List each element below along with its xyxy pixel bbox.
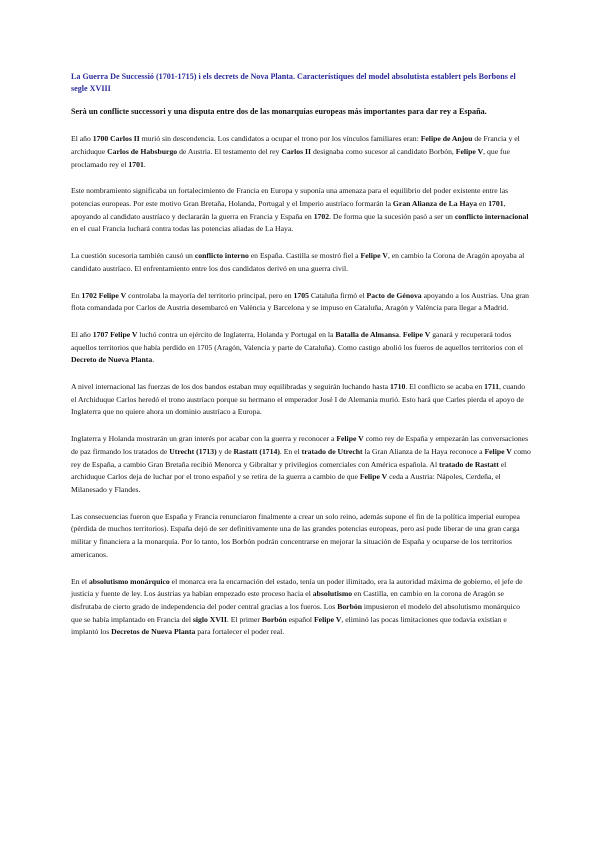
paragraph — [71, 511, 531, 562]
text-run: la Gran Alianza de la Haya reconoce a — [362, 446, 485, 456]
text-run: luchó contra un ejército de Inglaterra, Holanda y Portugal en la — [137, 329, 336, 339]
paragraph — [71, 250, 531, 275]
bold-text: Rastatt (1714) — [233, 446, 280, 456]
paragraph — [71, 133, 531, 171]
bold-text: Borbón — [337, 601, 362, 611]
text-run: impusieron el modelo del absolutismo monárquico que se había implantado en Francia del — [71, 601, 520, 624]
bold-text: Utrecht (1713) — [169, 446, 217, 456]
bold-text: Felipe V — [98, 290, 127, 300]
text-run: . El conflicto se acaba en — [405, 382, 485, 392]
text-run: controlaba la mayoría del territorio principal, pero en — [126, 290, 294, 300]
bold-text: 1700 — [92, 134, 109, 144]
bold-text: Carlos II — [110, 134, 140, 144]
document-title: La Guerra De Successió (1701-1715) i els decrets de Nova Planta. Característiques del model absolutista establert pels Borbons el segle XVIII — [71, 72, 516, 94]
bold-text: Felipe V — [336, 434, 364, 444]
text-run: . En el — [279, 446, 302, 456]
document-page — [71, 71, 531, 653]
paragraph — [71, 381, 531, 419]
bold-text: 1707 — [92, 329, 109, 339]
text-run: ganará y recuperará todos aquellos territorios que había perdido en 1705 (Aragón, Valencia y parte de Cataluña). Como castigo abolió los fueros de aquellos territorios con el — [71, 329, 524, 352]
bold-text: Felipe V — [360, 251, 388, 261]
text-run: , cuando el Archiduque Carlos heredó el trono austríaco porque su hermano el emperador José I de Alemania murió. Esto hará que Carles pierda el apoyo de Inglaterra que no quiere ahora un dominio austríaco a Europa. — [71, 382, 526, 417]
bold-text: tratado de Rastatt — [439, 459, 499, 469]
text-run: El año — [71, 134, 93, 144]
text-run: . — [399, 329, 403, 339]
text-run: de Francia y el archiduque — [71, 134, 520, 156]
text-run: murió sin descendencia. Los candidatos a ocupar el trono por los vínculos familiares eran: — [139, 134, 421, 144]
bold-text: Felipe V — [402, 329, 431, 339]
bold-text: Borbón — [261, 614, 287, 624]
bold-text: Pacto de Génova — [366, 290, 422, 300]
bold-text: 1710 — [389, 382, 406, 392]
text-run: , que fue proclamado rey el — [71, 146, 510, 169]
bold-text: tratado de Utrecht — [301, 446, 363, 456]
bold-text: Carlos II — [281, 146, 312, 156]
bold-text: conflicto internacional — [454, 211, 529, 221]
text-run: , apoyando al candidato austríaco y declararán la guerra en Francia y España en — [71, 199, 506, 221]
text-run: en el cual Francia luchará contra todas las potencias aliadas de La Haya. — [71, 224, 294, 234]
paragraph — [71, 329, 531, 367]
text-run: en España. Castilla se mostró fiel a — [248, 251, 361, 261]
paragraph — [71, 185, 531, 236]
text-run: Las consecuencias fueron que España y Francia renunciaron finalmente a crear un solo reino, además supone el fin de la política imperial europea (pérdida de muchos territorios). España dejó de ser definitivamente una de las grandes potencias europeas, pero así pude liberar de una gran carga militar y financiera a la monarquía. Por lo tanto, los Borbón podrán concentrarse en mejorar la situación de España y ocuparse de los territorios americanos. — [71, 511, 520, 559]
document-body — [71, 133, 531, 639]
bold-text: 1702 — [313, 211, 330, 221]
text-run: . — [143, 159, 146, 169]
bold-text: absolutismo monárquico — [88, 576, 170, 586]
bold-text: Gran Alianza de La Haya — [392, 199, 478, 209]
text-run: En el — [71, 576, 89, 586]
text-run: como rey de España, a cambio Gran Bretaña recibió Menorca y Gibraltar y privilegios comerciales con América española. Al — [71, 446, 531, 469]
bold-text: conflicto interno — [194, 251, 249, 261]
document-subtitle: Serà un conflicte successori y una disputa entre dos de las monarquías europeas más importantes para dar rey a España. — [71, 106, 487, 116]
text-run: La cuestión sucesoria también causó un — [71, 251, 195, 261]
bold-text: 1702 — [81, 290, 97, 300]
bold-text: 1705 — [293, 290, 309, 300]
bold-text: 1711 — [484, 382, 500, 392]
paragraph — [71, 576, 531, 640]
text-run: designaba como sucesor al candidato Borbón, — [311, 146, 456, 156]
bold-text: Felipe V — [359, 472, 388, 482]
text-run: El año — [71, 329, 93, 339]
text-run: . — [152, 355, 155, 365]
text-run: y de — [216, 446, 234, 456]
text-run: en — [477, 199, 489, 209]
bold-text: Felipe de Anjou — [420, 134, 473, 144]
bold-text: Felipe V — [455, 146, 484, 156]
text-run: en Castilla, en cambio en la corona de Aragón se disfrutaba de cierto grado de independencia del poder central gracias a los fueros. Los — [71, 589, 504, 611]
bold-text: Felipe V — [484, 446, 512, 456]
text-run: , en cambio la Corona de Aragón apoyaba al candidato austríaco. El enfrentamiento entre los dos candidatos derivó en una guerra civil. — [71, 251, 525, 273]
text-run: ceda a Austria: Nápoles, Cerdeña, el Milanesado y Flandes. — [71, 472, 501, 494]
text-run: de Austria. El testamento del rey — [177, 146, 282, 156]
text-run: . El primer — [226, 614, 262, 624]
text-run: el monarca era la encarnación del estado, tenía un poder ilimitado, era la autoridad máxima de gobierno, el jefe de justicia y fuente de ley. Los áustrias ya habían empezado este proceso hacia el — [71, 576, 523, 599]
text-run: Inglaterra y Holanda mostrarán un gran interés por acabar con la guerra y reconocer a — [71, 434, 337, 444]
text-run: apoyando a los Austrias. Una gran flota comandada por Carlos de Austria desembarcó en València y Barcelona y se impuso en Cataluña, Aragón y València para llegar a Madrid. — [71, 290, 530, 313]
text-run: español — [286, 614, 314, 624]
bold-text: Decreto de Nueva Planta — [71, 355, 153, 365]
bold-text: absolutismo — [312, 589, 353, 599]
text-run: , eliminó las pocas limitaciones que todavía existían e implantó los — [71, 614, 507, 637]
bold-text: siglo XVII — [192, 614, 227, 624]
bold-text: 1701 — [128, 159, 144, 169]
bold-text: Batalla de Almansa — [335, 329, 400, 339]
bold-text: Felipe V — [110, 329, 138, 339]
text-run: el archiduque Carlos deja de luchar por el trono español y se retira de la guerra a cambio de que — [71, 459, 507, 482]
bold-text: Decretos de Nueva Planta — [111, 627, 196, 637]
text-run: Cataluña firmó el — [308, 290, 367, 300]
bold-text: Carlos de Habsburgo — [107, 146, 178, 156]
text-run: Este nombramiento significaba un fortalecimiento de Francia en Europa y suponía una amenaza para el equilibrio del poder existente entre las potencias europeas. Por este motivo Gran Bretaña, Holanda, Portugal y el Imperio austríaco formarán la — [71, 186, 509, 209]
bold-text: 1701 — [488, 199, 504, 209]
bold-text: Felipe V — [313, 614, 342, 624]
text-run: . De forma que la sucesión pasó a ser un — [329, 211, 455, 221]
paragraph — [71, 433, 531, 497]
text-run: como rey de España y empezarán las conversaciones de paz firmando los tratados de — [71, 434, 529, 456]
text-run: A nivel internacional las fuerzas de los dos bandos estaban muy equilibradas y seguirán luchando hasta — [71, 382, 390, 392]
text-run: En — [71, 290, 82, 300]
text-run: para fortalecer el poder real. — [195, 627, 285, 637]
paragraph — [71, 290, 531, 315]
